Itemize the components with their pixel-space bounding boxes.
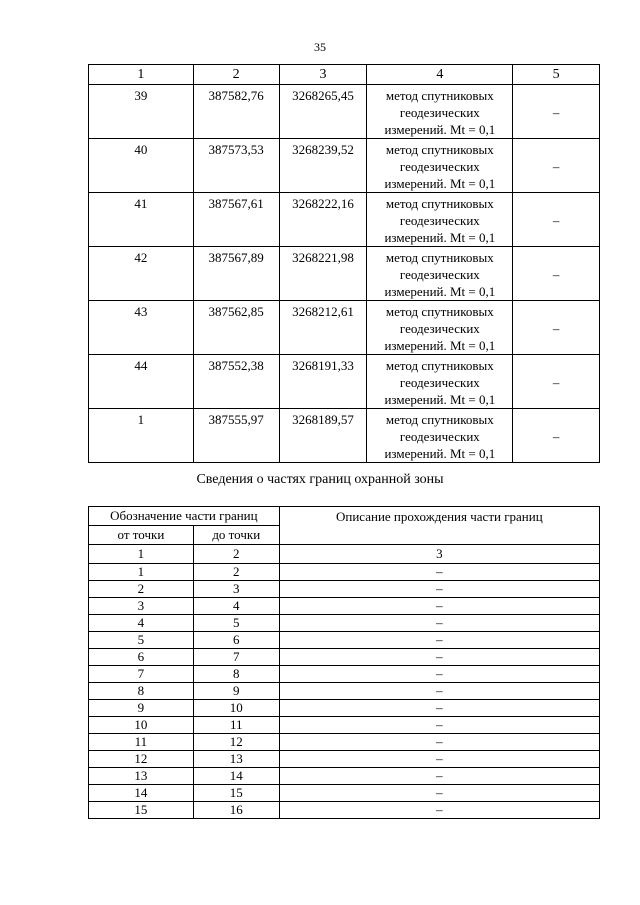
parts-body — [89, 564, 600, 819]
header-description: Описание прохождения части границ — [279, 507, 599, 545]
description-cell: – — [279, 632, 599, 649]
from-point-cell: 2 — [89, 581, 194, 598]
method-line: метод спутниковых — [385, 304, 494, 319]
method-line: измерений. Mt = 0,1 — [384, 338, 496, 353]
method-cell — [367, 301, 513, 355]
note-cell: – — [513, 301, 600, 355]
table-row — [89, 193, 600, 247]
from-point-cell: 15 — [89, 802, 194, 819]
from-point-cell: 5 — [89, 632, 194, 649]
method-line: геодезических — [399, 159, 480, 174]
method-line: геодезических — [399, 213, 480, 228]
to-point-cell: 8 — [193, 666, 279, 683]
x-coordinate-cell: 387567,89 — [193, 247, 279, 301]
column-header: 1 — [89, 65, 194, 85]
y-coordinate-cell: 3268222,16 — [279, 193, 367, 247]
point-cell: 43 — [89, 301, 194, 355]
table-row — [89, 85, 600, 139]
boundary-parts-table — [88, 506, 600, 819]
table-row — [89, 700, 600, 717]
to-point-cell: 11 — [193, 717, 279, 734]
method-cell — [367, 193, 513, 247]
method-line: геодезических — [399, 375, 480, 390]
to-point-cell: 6 — [193, 632, 279, 649]
from-point-cell: 13 — [89, 768, 194, 785]
point-cell: 44 — [89, 355, 194, 409]
method-line: измерений. Mt = 0,1 — [384, 176, 496, 191]
to-point-cell: 12 — [193, 734, 279, 751]
table-row — [89, 564, 600, 581]
column-header: 5 — [513, 65, 600, 85]
table-row — [89, 785, 600, 802]
column-number: 2 — [193, 545, 279, 564]
coordinates-body — [89, 85, 600, 463]
to-point-cell: 13 — [193, 751, 279, 768]
y-coordinate-cell: 3268239,52 — [279, 139, 367, 193]
description-cell: – — [279, 683, 599, 700]
method-line: метод спутниковых — [385, 250, 494, 265]
description-cell: – — [279, 649, 599, 666]
point-cell: 39 — [89, 85, 194, 139]
to-point-cell: 9 — [193, 683, 279, 700]
note-cell: – — [513, 247, 600, 301]
to-point-cell: 3 — [193, 581, 279, 598]
description-cell: – — [279, 615, 599, 632]
table-row — [89, 751, 600, 768]
table-row — [89, 409, 600, 463]
from-point-cell: 10 — [89, 717, 194, 734]
method-cell — [367, 85, 513, 139]
y-coordinate-cell: 3268191,33 — [279, 355, 367, 409]
method-line: геодезических — [399, 321, 480, 336]
table-row — [89, 649, 600, 666]
from-point-cell: 1 — [89, 564, 194, 581]
parts-header-row — [89, 507, 600, 526]
method-line: измерений. Mt = 0,1 — [384, 446, 496, 461]
table-row — [89, 247, 600, 301]
table-row — [89, 734, 600, 751]
from-point-cell: 12 — [89, 751, 194, 768]
method-line: измерений. Mt = 0,1 — [384, 284, 496, 299]
page-number: 35 — [314, 40, 326, 54]
note-cell: – — [513, 409, 600, 463]
column-header: 2 — [193, 65, 279, 85]
table-row — [89, 802, 600, 819]
from-point-cell: 6 — [89, 649, 194, 666]
x-coordinate-cell: 387567,61 — [193, 193, 279, 247]
table-row — [89, 666, 600, 683]
method-line: измерений. Mt = 0,1 — [384, 392, 496, 407]
column-header: 3 — [279, 65, 367, 85]
note-cell: – — [513, 85, 600, 139]
coordinates-table — [88, 64, 600, 463]
y-coordinate-cell: 3268189,57 — [279, 409, 367, 463]
y-coordinate-cell: 3268221,98 — [279, 247, 367, 301]
to-point-cell: 7 — [193, 649, 279, 666]
method-cell — [367, 247, 513, 301]
point-cell: 40 — [89, 139, 194, 193]
from-point-cell: 9 — [89, 700, 194, 717]
table-row — [89, 581, 600, 598]
from-point-cell: 3 — [89, 598, 194, 615]
method-cell — [367, 409, 513, 463]
column-number: 3 — [279, 545, 599, 564]
description-cell: – — [279, 581, 599, 598]
method-line: геодезических — [399, 429, 480, 444]
to-point-cell: 2 — [193, 564, 279, 581]
x-coordinate-cell: 387573,53 — [193, 139, 279, 193]
description-cell: – — [279, 666, 599, 683]
table-row — [89, 768, 600, 785]
coordinates-header-row — [89, 65, 600, 85]
to-point-cell: 5 — [193, 615, 279, 632]
method-line: измерений. Mt = 0,1 — [384, 122, 496, 137]
x-coordinate-cell: 387582,76 — [193, 85, 279, 139]
from-point-cell: 14 — [89, 785, 194, 802]
method-cell — [367, 139, 513, 193]
method-cell — [367, 355, 513, 409]
table-row — [89, 139, 600, 193]
note-cell: – — [513, 355, 600, 409]
table-row — [89, 615, 600, 632]
header-to-point: до точки — [193, 526, 279, 545]
note-cell: – — [513, 193, 600, 247]
parts-numbering-row — [89, 545, 600, 564]
description-cell: – — [279, 717, 599, 734]
point-cell: 1 — [89, 409, 194, 463]
to-point-cell: 16 — [193, 802, 279, 819]
table-row — [89, 355, 600, 409]
header-part-designation: Обозначение части границ — [89, 507, 280, 526]
method-line: геодезических — [399, 105, 480, 120]
to-point-cell: 10 — [193, 700, 279, 717]
from-point-cell: 11 — [89, 734, 194, 751]
method-line: геодезических — [399, 267, 480, 282]
method-line: метод спутниковых — [385, 142, 494, 157]
description-cell: – — [279, 768, 599, 785]
table-row — [89, 632, 600, 649]
description-cell: – — [279, 734, 599, 751]
x-coordinate-cell: 387552,38 — [193, 355, 279, 409]
description-cell: – — [279, 598, 599, 615]
from-point-cell: 8 — [89, 683, 194, 700]
x-coordinate-cell: 387562,85 — [193, 301, 279, 355]
to-point-cell: 14 — [193, 768, 279, 785]
method-line: метод спутниковых — [385, 358, 494, 373]
x-coordinate-cell: 387555,97 — [193, 409, 279, 463]
description-cell: – — [279, 802, 599, 819]
table-row — [89, 683, 600, 700]
column-header: 4 — [367, 65, 513, 85]
description-cell: – — [279, 564, 599, 581]
column-number: 1 — [89, 545, 194, 564]
method-line: метод спутниковых — [385, 88, 494, 103]
header-from-point: от точки — [89, 526, 194, 545]
point-cell: 41 — [89, 193, 194, 247]
from-point-cell: 7 — [89, 666, 194, 683]
table-row — [89, 301, 600, 355]
description-cell: – — [279, 700, 599, 717]
method-line: метод спутниковых — [385, 412, 494, 427]
from-point-cell: 4 — [89, 615, 194, 632]
table-row — [89, 598, 600, 615]
to-point-cell: 15 — [193, 785, 279, 802]
point-cell: 42 — [89, 247, 194, 301]
description-cell: – — [279, 785, 599, 802]
to-point-cell: 4 — [193, 598, 279, 615]
description-cell: – — [279, 751, 599, 768]
section-title: Сведения о частях границ охранной зоны — [196, 472, 444, 487]
method-line: метод спутниковых — [385, 196, 494, 211]
method-line: измерений. Mt = 0,1 — [384, 230, 496, 245]
y-coordinate-cell: 3268212,61 — [279, 301, 367, 355]
table-row — [89, 717, 600, 734]
note-cell: – — [513, 139, 600, 193]
y-coordinate-cell: 3268265,45 — [279, 85, 367, 139]
